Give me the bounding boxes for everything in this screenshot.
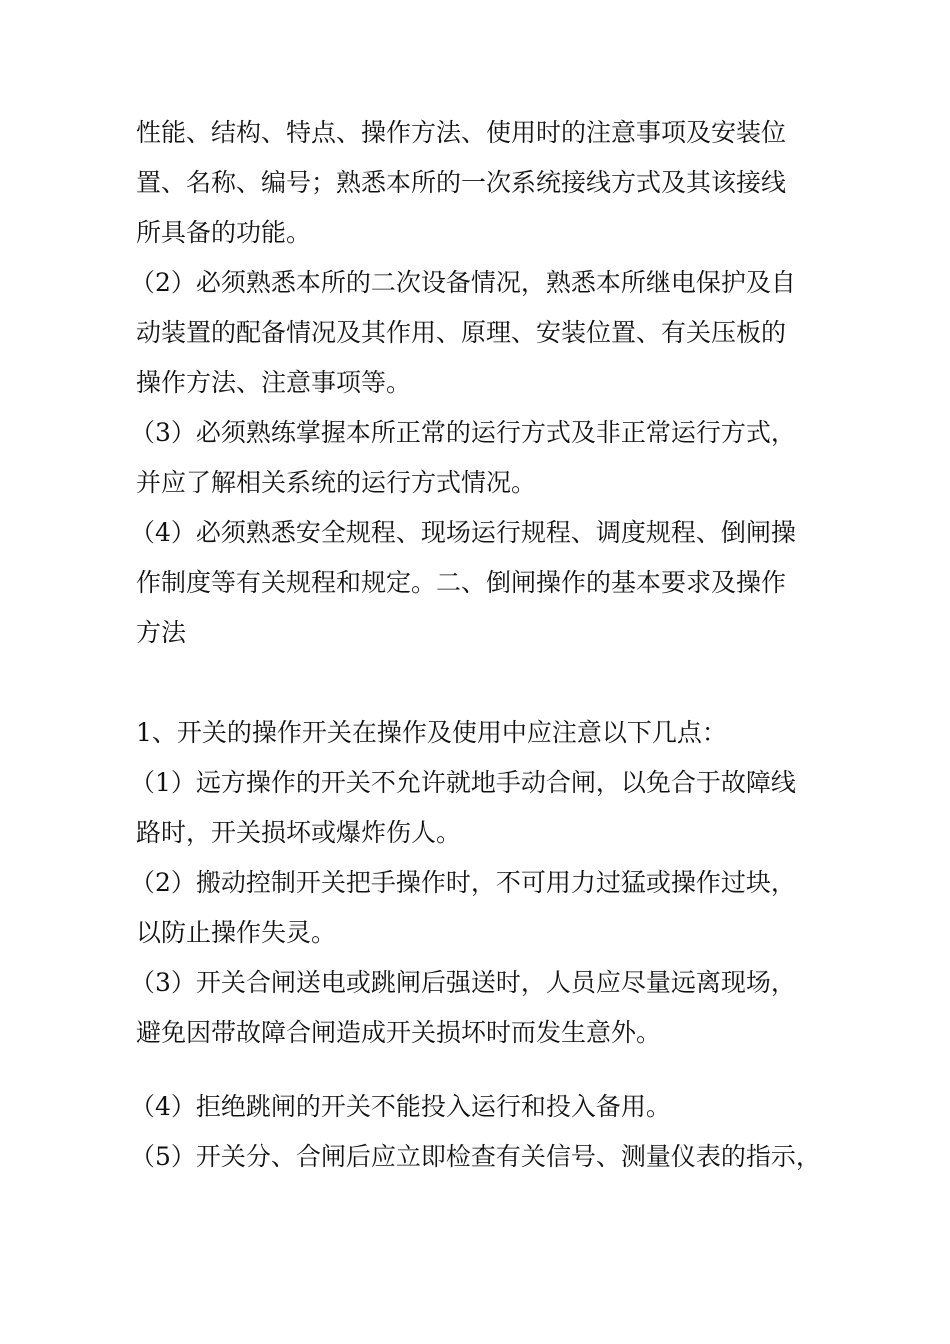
text-line: 置、名称、编号；熟悉本所的一次系统接线方式及其该接线 <box>136 168 787 197</box>
text-line: 以防止操作失灵。 <box>136 918 337 947</box>
text-line: （5）开关分、合闸后应立即检查有关信号、测量仪表的指示， <box>130 1142 821 1171</box>
text-line: （4）拒绝跳闸的开关不能投入运行和投入备用。 <box>130 1092 671 1121</box>
text-line: 所具备的功能。 <box>136 218 312 247</box>
text-line: 动装置的配备情况及其作用、原理、安装位置、有关压板的 <box>136 318 787 347</box>
text-line: （3）开关合闸送电或跳闸后强送时，人员应尽量远离现场， <box>130 968 796 997</box>
text-line: 路时，开关损坏或爆炸伤人。 <box>136 818 462 847</box>
text-line: （4）必须熟悉安全规程、现场运行规程、调度规程、倒闸操 <box>130 518 796 547</box>
text-line: （2）搬动控制开关把手操作时，不可用力过猛或操作过块， <box>130 868 796 897</box>
text-line: 性能、结构、特点、操作方法、使用时的注意事项及安装位 <box>136 118 787 147</box>
text-line: 1、开关的操作开关在操作及使用中应注意以下几点： <box>136 718 727 747</box>
text-line: 操作方法、注意事项等。 <box>136 368 412 397</box>
text-line: 并应了解相关系统的运行方式情况。 <box>136 468 537 497</box>
text-line: 避免因带故障合闸造成开关损坏时而发生意外。 <box>136 1018 662 1047</box>
text-line: （2）必须熟悉本所的二次设备情况，熟悉本所继电保护及自 <box>130 268 796 297</box>
text-line: （1）远方操作的开关不允许就地手动合闸，以免合于故障线 <box>130 768 796 797</box>
text-line: 作制度等有关规程和规定。二、倒闸操作的基本要求及操作 <box>136 568 787 597</box>
text-line: （3）必须熟练掌握本所正常的运行方式及非正常运行方式， <box>130 418 796 447</box>
text-line: 方法 <box>136 618 187 647</box>
